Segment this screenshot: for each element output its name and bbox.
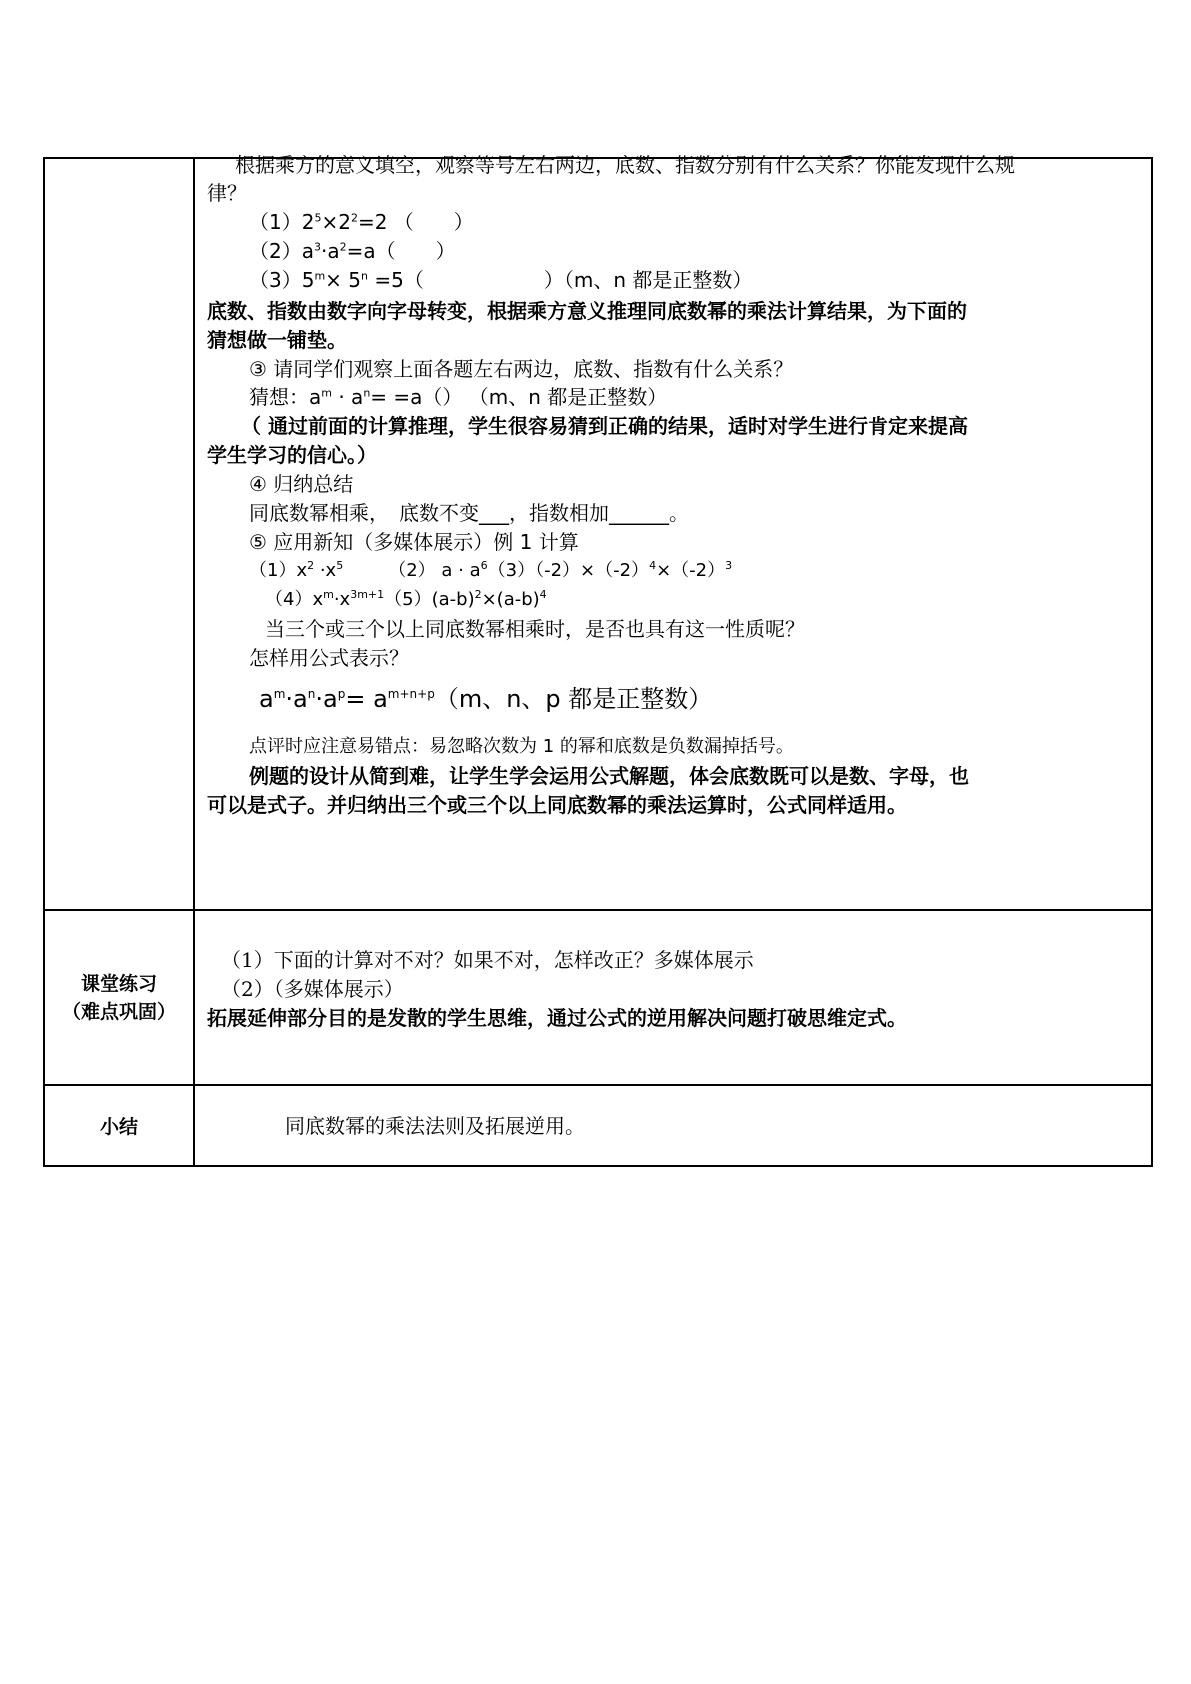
exercise-2: $(2)a^3\cdot a^2=a$（ ） (249, 239, 456, 263)
step-3-prompt: ③ 请同学们观察上面各题左右两边，底数、指数有什么关系？ (249, 357, 794, 381)
step-5-heading: ⑤ 应用新知（多媒体展示）例 1 计算 (249, 530, 579, 554)
example-design-line2: 可以是式子。并归纳出三个或三个以上同底数幂的乘法运算时，公式同样适用。 (207, 793, 907, 817)
rule-summary: 同底数幂相乘， 底数不变___，指数相加______。 (249, 501, 689, 525)
practice-label-line2: （难点巩固） (61, 1000, 176, 1023)
example-line-1: $(1)x^2 \cdot x^5$ （2） $a \cdot a^6(3)(-2)\times(-2)^4\times(-2)^3$ (249, 559, 733, 581)
extension-question: 当三个或三个以上同底数幂相乘时，是否也具有这一性质呢？ (265, 617, 805, 641)
design-note-2-line1: （ 通过前面的计算推理，学生很容易猜到正确的结果，适时对学生进行肯定来提高 (241, 414, 968, 438)
summary-cell (207, 1086, 1141, 1167)
teaching-process-cell (207, 153, 1141, 909)
practice-cell (207, 911, 1141, 1084)
practice-item-2: （2）（多媒体展示） (221, 977, 404, 1001)
design-note-line1: 底数、指数由数字向字母转变，根据乘方意义推理同底数幂的乘法计算结果，为下面的 (207, 299, 967, 323)
exercise-1: $(1)2^5\times 2^2=2$ （ ） (249, 210, 474, 234)
common-mistake-note: 点评时应注意易错点：易忽略次数为 1 的幂和底数是负数漏掉括号。 (249, 736, 794, 757)
conjecture-line: 猜想：$a^m \cdot a^n= =a()$ （m、n 都是正整数） (249, 385, 668, 409)
exercise-3: $(3)5^m\times 5^n =5$（ ）（m、n 都是正整数） (249, 268, 753, 292)
example-design-line1: 例题的设计从简到难，让学生学会运用公式解题，体会底数既可以是数、字母，也 (249, 764, 969, 788)
column-divider (193, 159, 195, 1165)
fill-in-instruction-line2: 律？ (207, 181, 247, 205)
formula-question: 怎样用公式表示？ (249, 646, 409, 670)
general-formula: $a^m\cdot a^n\cdot a^p= a^{m+n+p}(m$、n、p 都是正整数） (259, 685, 713, 713)
example-line-2: $(4)x^m\cdot x^{3m+1}(5)(a-b)^2\times(a-b)^4$ (265, 588, 547, 610)
design-note-2-line2: 学生学习的信心。） (207, 443, 377, 467)
step-4-heading: ④ 归纳总结 (249, 472, 354, 496)
design-note-line2: 猜想做一铺垫。 (207, 328, 347, 352)
practice-label (45, 911, 193, 1084)
summary-text: 同底数幂的乘法法则及拓展逆用。 (285, 1114, 585, 1138)
practice-design-note: 拓展延伸部分目的是发散的学生思维，通过公式的逆用解决问题打破思维定式。 (207, 1006, 907, 1030)
fill-in-instruction-line1: 根据乘方的意义填空，观察等号左右两边，底数、指数分别有什么关系？你能发现什么规 (235, 153, 1015, 177)
summary-label: 小结 (99, 1115, 138, 1138)
practice-item-1: （1）下面的计算对不对？如果不对，怎样改正？多媒体展示 (221, 948, 754, 972)
lesson-plan-table (43, 153, 1153, 1167)
practice-label-line1: 课堂练习 (80, 972, 157, 995)
